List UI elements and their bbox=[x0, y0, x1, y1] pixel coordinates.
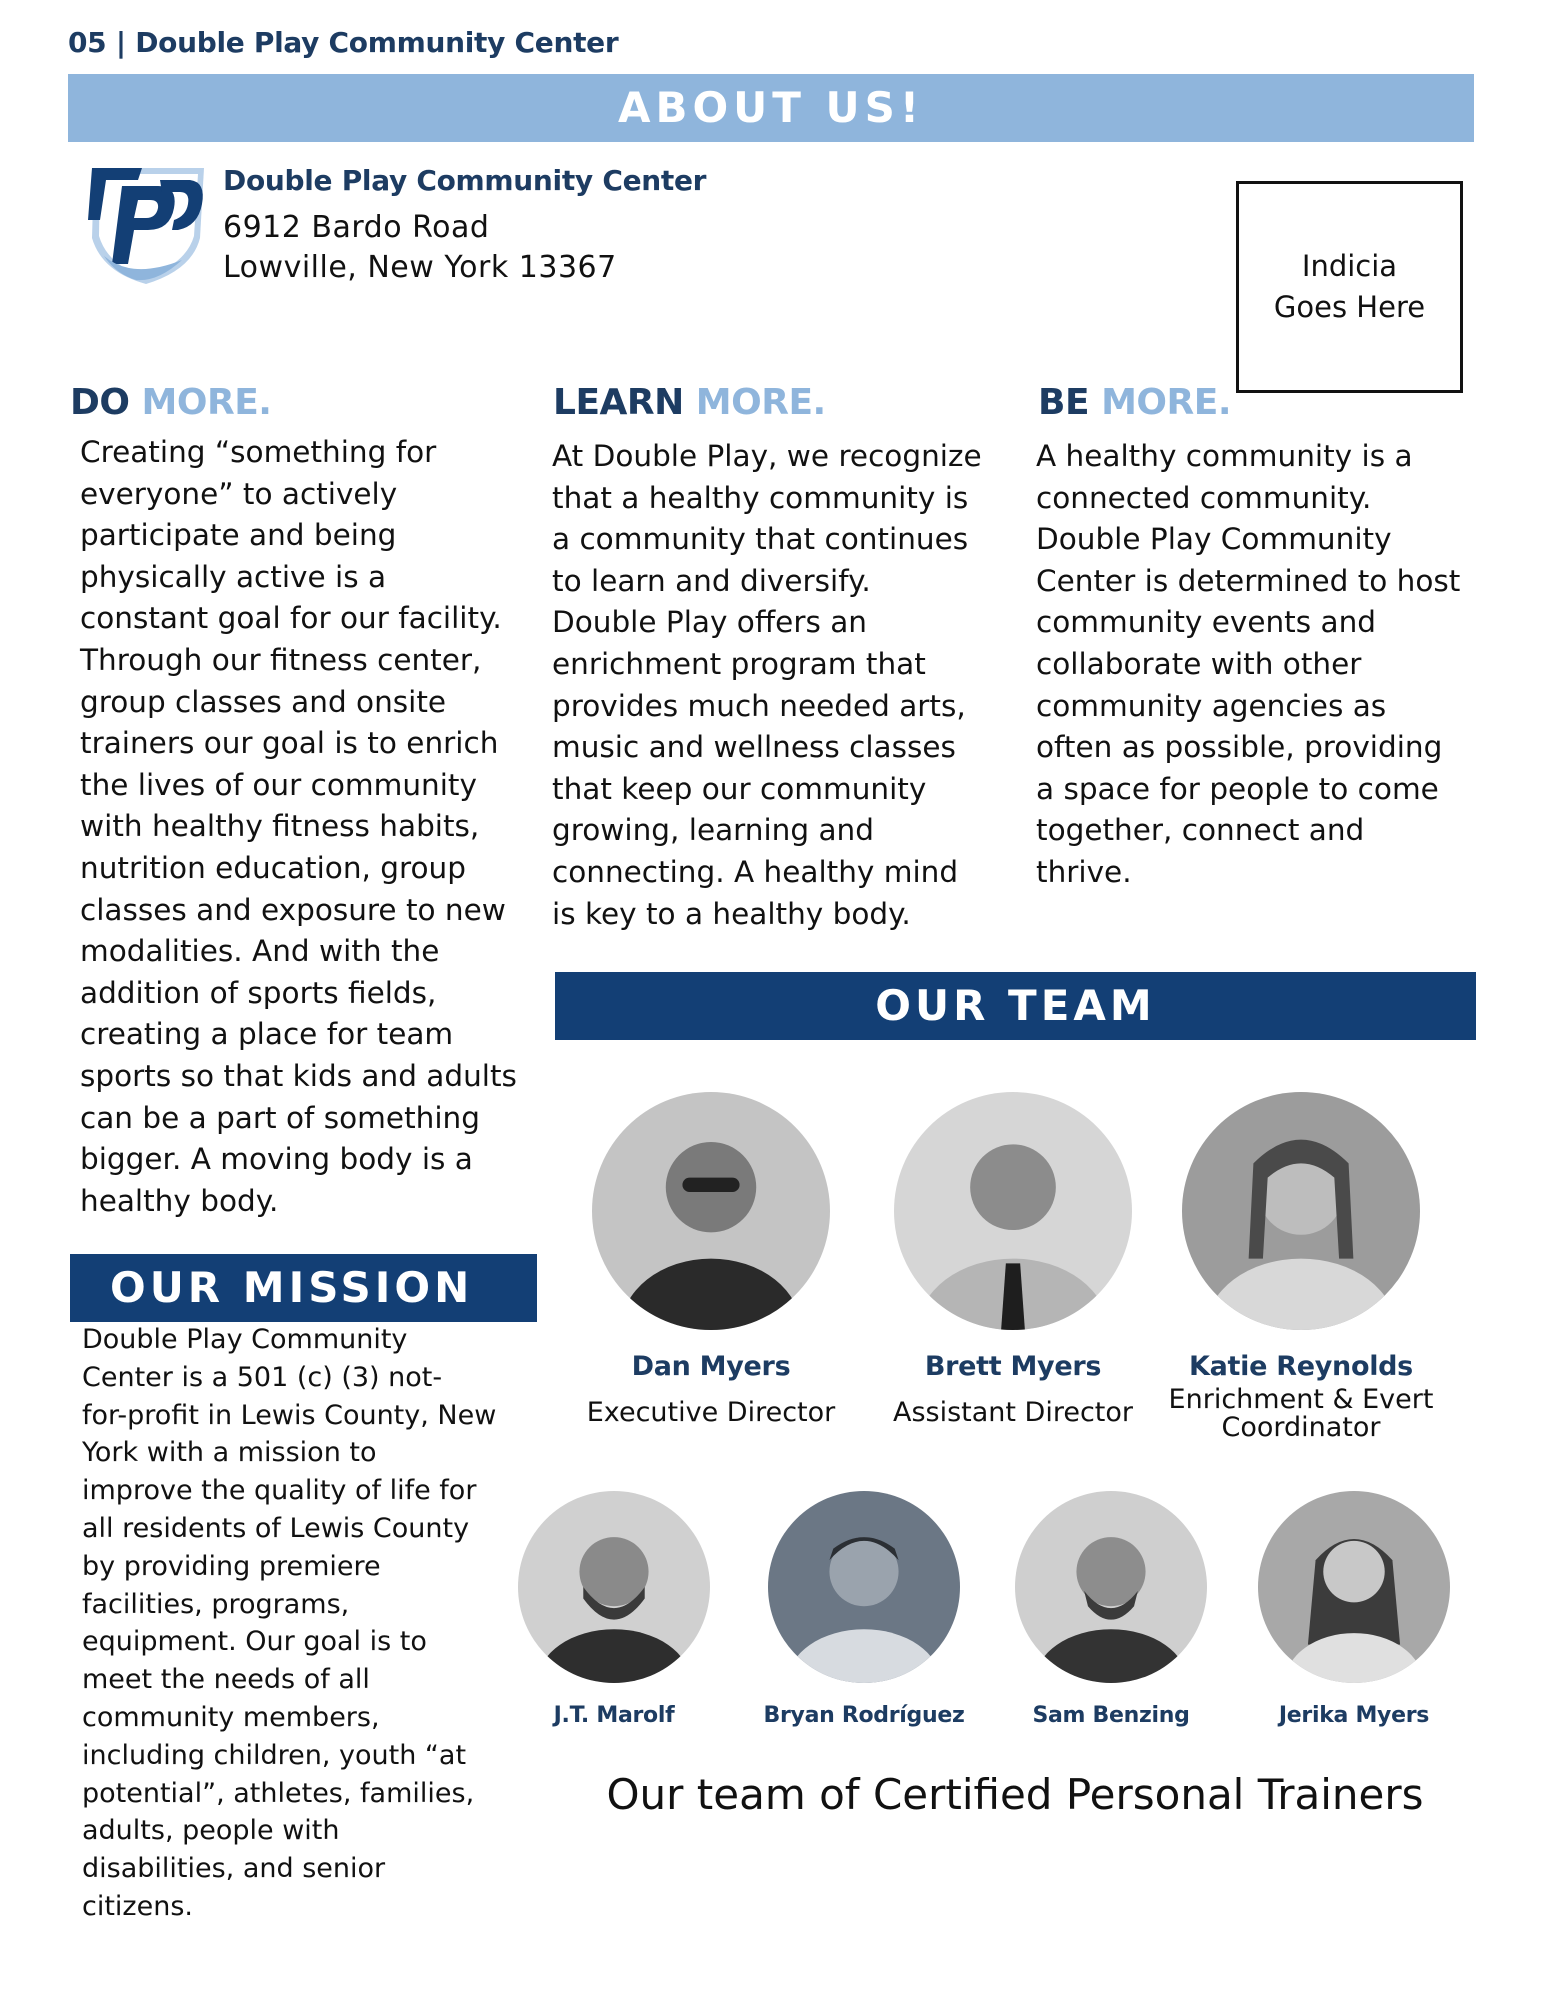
text-line: community members, bbox=[82, 1701, 380, 1733]
be-more-heading-light: MORE. bbox=[1101, 382, 1231, 423]
text-line: a space for people to come bbox=[1036, 771, 1439, 806]
be-more-text bbox=[1036, 436, 1496, 894]
text-line: disabilities, and senior bbox=[82, 1853, 386, 1885]
text-line: Double Play Community bbox=[1036, 522, 1392, 557]
text-line: facilities, programs, bbox=[82, 1588, 350, 1620]
mission-title: OUR MISSION bbox=[110, 1263, 474, 1312]
text-line: group classes and onsite bbox=[80, 684, 447, 719]
text-line: equipment. Our goal is to bbox=[82, 1626, 427, 1658]
text-line: constant goal for our facility. bbox=[80, 601, 502, 636]
text-line: to learn and diversify. bbox=[552, 563, 871, 598]
text-line: classes and exposure to new bbox=[80, 892, 506, 927]
text-line: addition of sports fields, bbox=[80, 975, 437, 1010]
dp-logo-icon bbox=[82, 160, 212, 288]
indicia-line-2: Goes Here bbox=[1273, 290, 1426, 324]
address-line-1: 6912 Bardo Road bbox=[223, 210, 490, 245]
person-photo-icon bbox=[1258, 1491, 1450, 1683]
text-line: for-profit in Lewis County, New bbox=[82, 1399, 497, 1431]
text-line: collaborate with other bbox=[1036, 646, 1362, 681]
learn-more-heading bbox=[553, 382, 826, 423]
text-line: Center is a 501 (c) (3) not- bbox=[82, 1361, 443, 1393]
text-line: growing, learning and bbox=[552, 813, 874, 848]
text-line: connected community. bbox=[1036, 480, 1372, 515]
text-line: A healthy community is a bbox=[1036, 439, 1413, 473]
role-line: Executive Director bbox=[586, 1397, 836, 1428]
be-more-heading bbox=[1038, 382, 1231, 423]
text-line: the lives of our community bbox=[80, 767, 477, 802]
text-line: music and wellness classes bbox=[552, 730, 956, 765]
text-line: participate and being bbox=[80, 518, 397, 553]
about-title: ABOUT US! bbox=[617, 83, 925, 132]
text-line: improve the quality of life for bbox=[82, 1475, 477, 1507]
text-line: all residents of Lewis County bbox=[82, 1512, 470, 1544]
text-line: a community that continues bbox=[552, 522, 969, 557]
member-name: Dan Myers bbox=[631, 1351, 791, 1382]
be-more-heading-dark: BE bbox=[1038, 382, 1090, 423]
do-more-heading-dark: DO bbox=[70, 382, 130, 423]
role-line: Enrichment & Evert bbox=[1168, 1384, 1434, 1415]
text-line: enrichment program that bbox=[552, 646, 926, 681]
text-line: creating a place for team bbox=[80, 1017, 454, 1052]
person-photo-icon bbox=[768, 1491, 960, 1683]
text-line: sports so that kids and adults bbox=[80, 1058, 517, 1093]
mission-banner bbox=[70, 1254, 537, 1322]
text-line: with healthy fitness habits, bbox=[80, 809, 480, 844]
member-name: Brett Myers bbox=[924, 1351, 1102, 1382]
text-line: adults, people with bbox=[82, 1815, 340, 1847]
learn-more-text bbox=[552, 436, 1012, 935]
text-line: Through our fitness center, bbox=[80, 642, 482, 677]
text-line: community agencies as bbox=[1036, 688, 1387, 723]
learn-more-heading-light: MORE. bbox=[695, 382, 826, 423]
team-banner bbox=[555, 972, 1476, 1040]
member-role bbox=[1150, 1386, 1452, 1442]
text-line: healthy body. bbox=[80, 1183, 279, 1218]
trainer-name: Sam Benzing bbox=[1032, 1703, 1190, 1728]
text-line: community events and bbox=[1036, 605, 1376, 640]
text-line: that keep our community bbox=[552, 771, 927, 806]
text-line: At Double Play, we recognize bbox=[552, 439, 982, 473]
trainers-caption: Our team of Certified Personal Trainers bbox=[606, 1770, 1424, 1819]
text-line: physically active is a bbox=[80, 559, 387, 594]
text-line: together, connect and bbox=[1036, 813, 1365, 848]
member-role bbox=[560, 1399, 862, 1427]
do-more-heading bbox=[70, 382, 271, 423]
text-line: Double Play Community bbox=[82, 1324, 408, 1355]
member-name: Katie Reynolds bbox=[1189, 1351, 1413, 1382]
person-photo-icon bbox=[1015, 1491, 1207, 1683]
text-line: York with a mission to bbox=[82, 1437, 377, 1469]
text-line: provides much needed arts, bbox=[552, 688, 966, 723]
org-name: Double Play Community Center bbox=[223, 164, 707, 197]
person-photo-icon bbox=[592, 1092, 830, 1330]
do-more-text bbox=[80, 432, 540, 1222]
person-photo-icon bbox=[518, 1491, 710, 1683]
person-photo-icon bbox=[894, 1092, 1132, 1330]
text-line: bigger. A moving body is a bbox=[80, 1142, 473, 1177]
text-line: modalities. And with the bbox=[80, 934, 440, 969]
text-line: Center is determined to host bbox=[1036, 563, 1461, 598]
address-line-2: Lowville, New York 13367 bbox=[223, 250, 617, 285]
trainer-name: Jerika Myers bbox=[1278, 1703, 1430, 1728]
text-line: trainers our goal is to enrich bbox=[80, 726, 499, 761]
text-line: connecting. A healthy mind bbox=[552, 854, 959, 889]
text-line: often as possible, providing bbox=[1036, 730, 1443, 765]
text-line: potential”, athletes, families, bbox=[82, 1777, 475, 1809]
text-line: thrive. bbox=[1036, 854, 1132, 889]
mission-text bbox=[82, 1321, 522, 1926]
team-title: OUR TEAM bbox=[875, 981, 1156, 1030]
text-line: everyone” to actively bbox=[80, 476, 398, 511]
learn-more-heading-dark: LEARN bbox=[553, 382, 684, 423]
text-line: including children, youth “at bbox=[82, 1739, 467, 1771]
text-line: meet the needs of all bbox=[82, 1664, 370, 1696]
person-photo-icon bbox=[1182, 1092, 1420, 1330]
text-line: by providing premiere bbox=[82, 1550, 381, 1582]
text-line: nutrition education, group bbox=[80, 850, 466, 885]
text-line: Creating “something for bbox=[80, 435, 437, 469]
text-line: can be a part of something bbox=[80, 1100, 480, 1135]
trainer-name: J.T. Marolf bbox=[553, 1703, 675, 1728]
text-line: Double Play offers an bbox=[552, 605, 867, 640]
indicia-line-1: Indicia bbox=[1301, 249, 1398, 283]
text-line: citizens. bbox=[82, 1890, 193, 1922]
text-line: is key to a healthy body. bbox=[552, 896, 911, 931]
text-line: that a healthy community is bbox=[552, 480, 969, 515]
role-line: Assistant Director bbox=[892, 1397, 1134, 1428]
member-role bbox=[862, 1399, 1164, 1427]
indicia-box bbox=[1236, 181, 1463, 393]
do-more-heading-light: MORE. bbox=[141, 382, 272, 423]
role-line: Coordinator bbox=[1221, 1412, 1381, 1443]
about-banner bbox=[68, 74, 1474, 142]
page-header: 05 | Double Play Community Center bbox=[68, 26, 619, 59]
trainer-name: Bryan Rodríguez bbox=[763, 1703, 965, 1728]
